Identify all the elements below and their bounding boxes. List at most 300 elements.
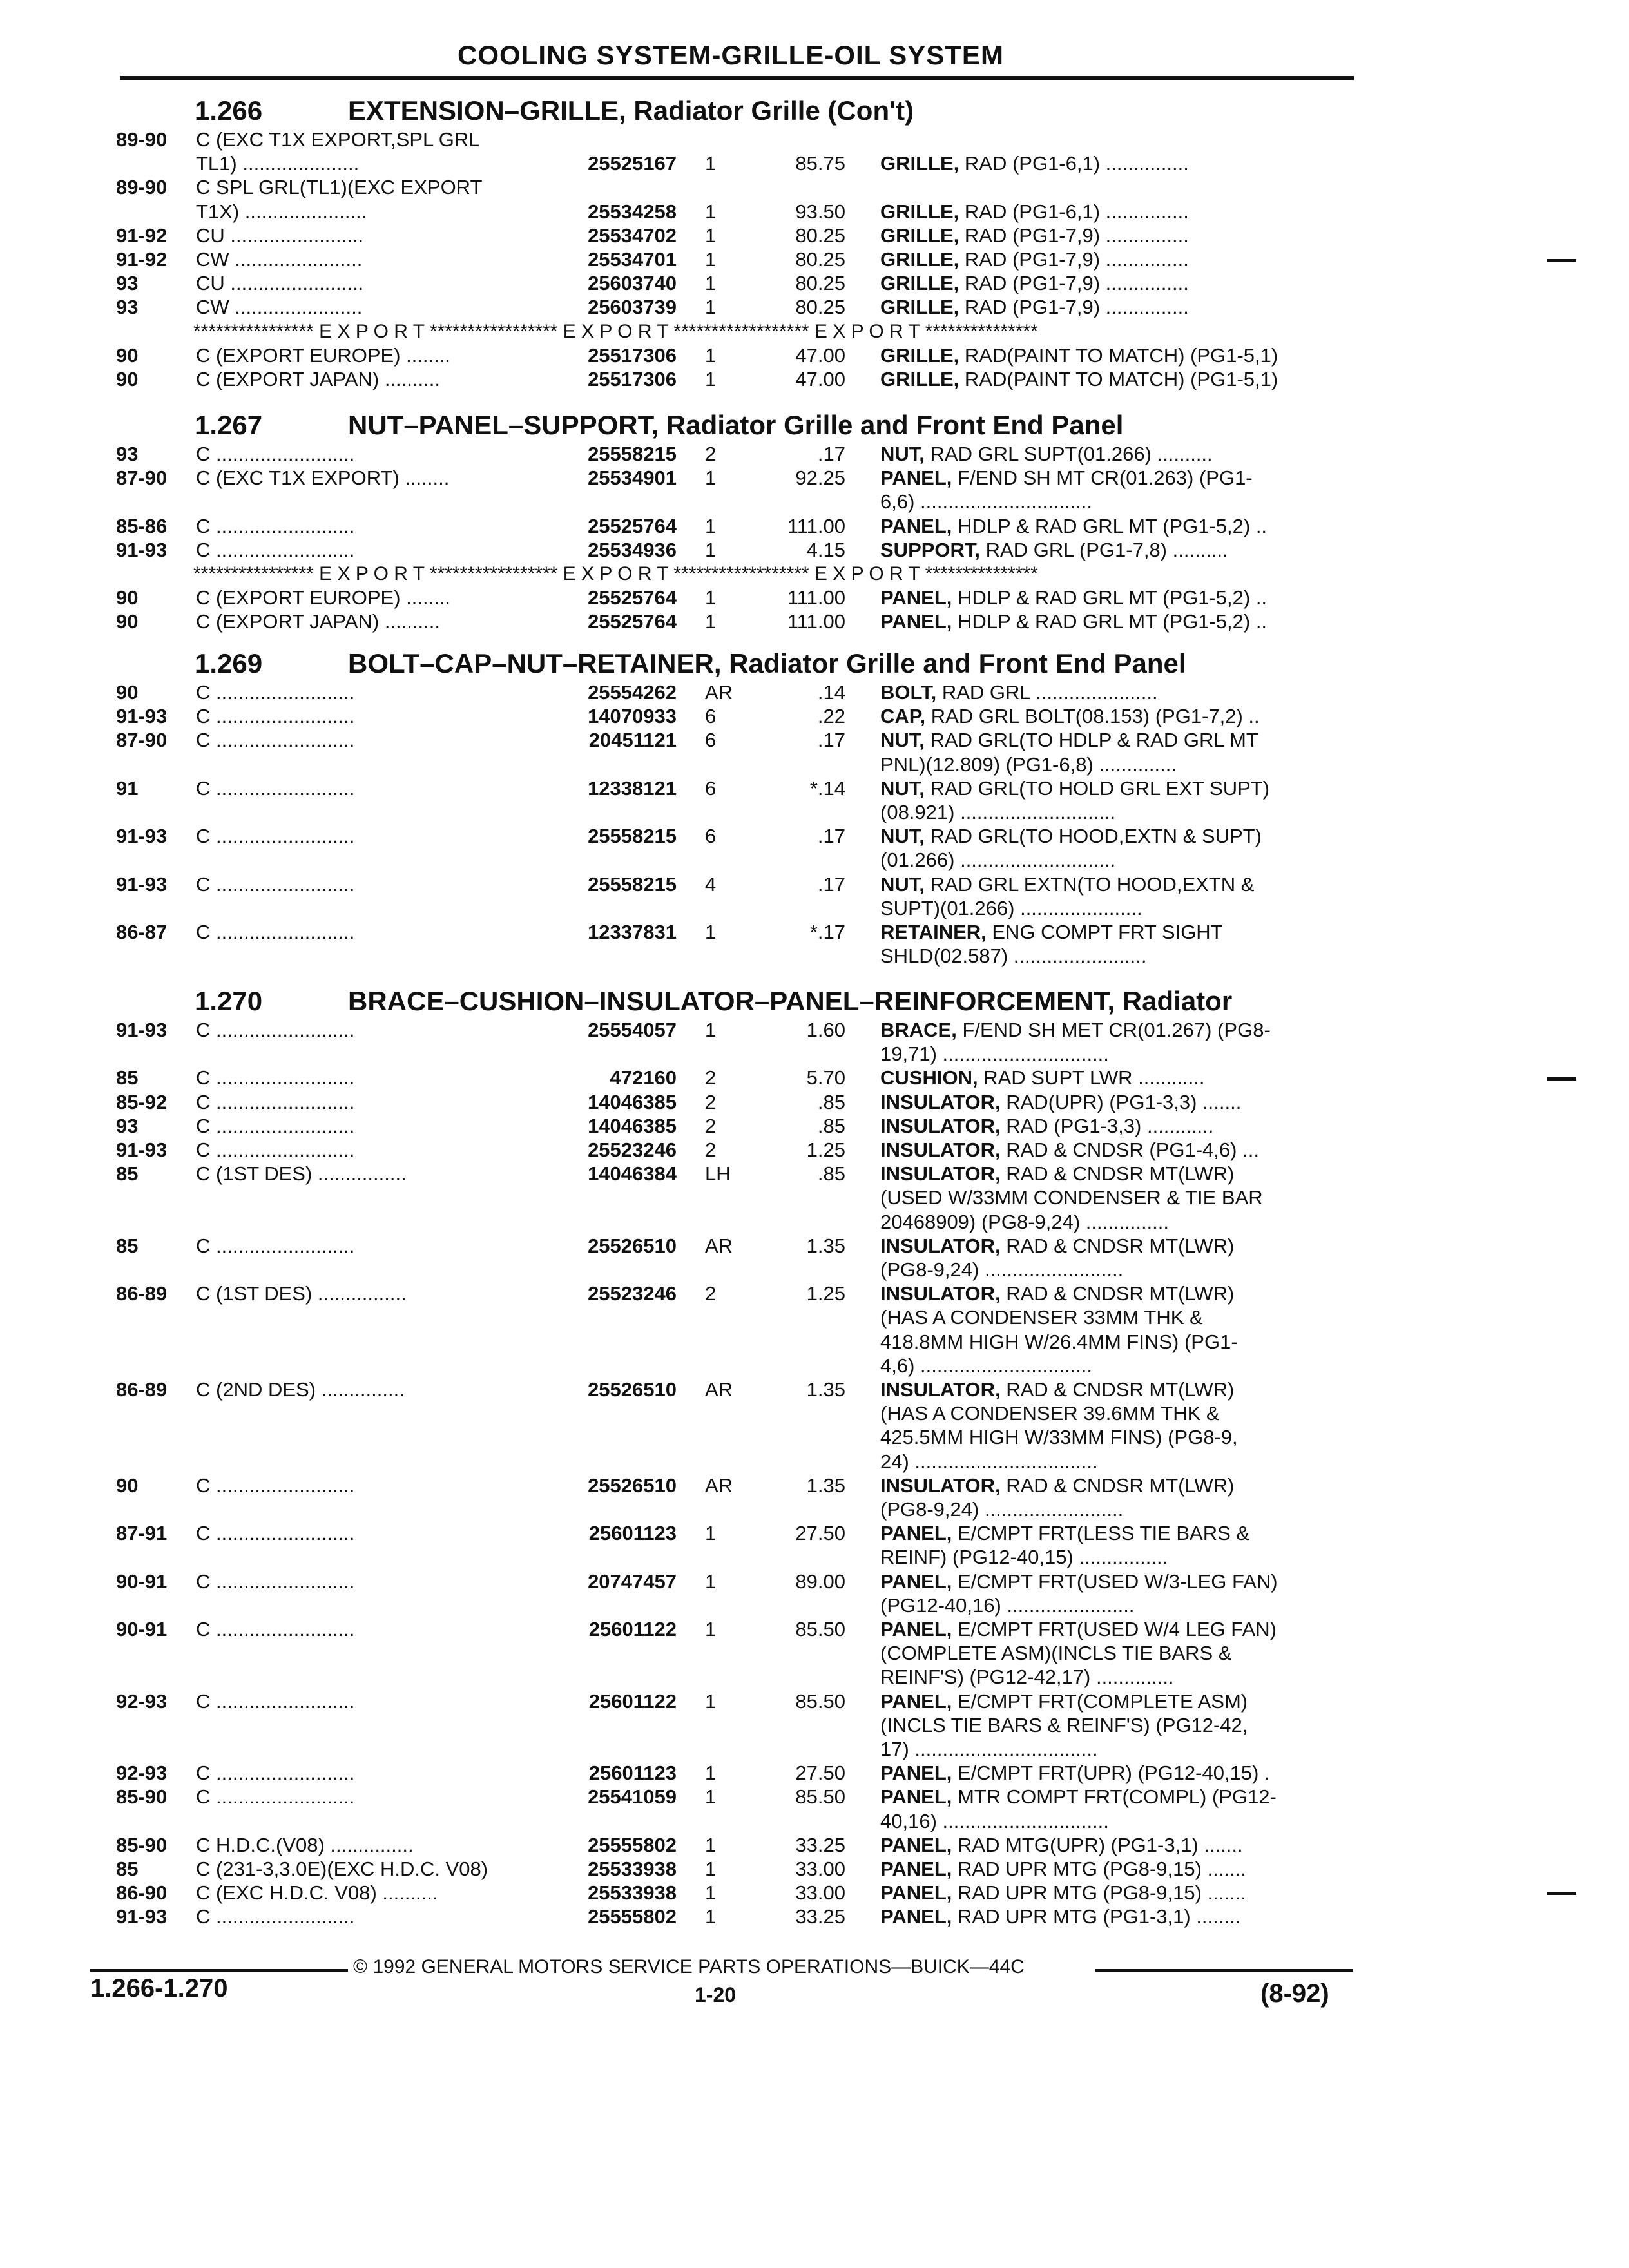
part-number: 25555802 <box>588 1833 677 1856</box>
quantity: 1 <box>705 296 717 319</box>
section-title: BOLT–CAP–NUT–RETAINER, Radiator Grille and Front End Panel <box>348 648 1186 678</box>
price: 33.00 <box>795 1858 845 1880</box>
export-divider: **************** E X P O R T ***************** E X P O R T ****************** E X P O R T *************** <box>193 320 1038 342</box>
part-description: SUPT)(01.266) ...................... <box>880 896 1142 919</box>
model-year: 91-93 <box>116 1905 168 1928</box>
part-number: 25534702 <box>588 224 677 247</box>
footer-rule-right <box>1095 1969 1353 1972</box>
table-row <box>0 728 1629 753</box>
price: 80.25 <box>795 224 845 247</box>
table-row <box>0 1474 1629 1498</box>
table-row <box>0 538 1629 562</box>
table-row <box>0 1090 1629 1115</box>
part-description: 17) ................................. <box>880 1738 1098 1760</box>
part-number: 12338121 <box>588 776 677 800</box>
part-number: 472160 <box>610 1066 677 1090</box>
table-row <box>0 466 1629 490</box>
price: 27.50 <box>795 1762 845 1785</box>
part-description: NUT, RAD GRL(TO HDLP & RAD GRL MT <box>880 729 1258 752</box>
table-row <box>0 610 1629 634</box>
price: 111.00 <box>787 586 845 610</box>
table-row <box>0 1401 1629 1426</box>
quantity: 6 <box>705 705 717 728</box>
table-row <box>0 151 1629 176</box>
model-code: C (EXPORT JAPAN) .......... <box>196 368 440 390</box>
part-number: 14046384 <box>588 1162 677 1186</box>
price: 80.25 <box>795 272 845 295</box>
quantity: 1 <box>705 1833 717 1856</box>
model-year: 91 <box>116 776 139 800</box>
part-description: REINF'S) (PG12-42,17) .............. <box>880 1666 1174 1689</box>
model-code: C (EXC T1X EXPORT,SPL GRL <box>196 128 480 151</box>
part-description: INSULATOR, RAD & CNDSR (PG1-4,6) ... <box>880 1139 1259 1161</box>
model-code: C ......................... <box>196 776 355 800</box>
table-row <box>0 944 1629 968</box>
part-number: 25558215 <box>588 443 677 465</box>
model-code: C ......................... <box>196 1234 355 1257</box>
quantity: AR <box>705 681 733 704</box>
model-year: 90 <box>116 681 139 704</box>
table-row <box>0 872 1629 897</box>
section-title: NUT–PANEL–SUPPORT, Radiator Grille and Front End Panel <box>348 410 1124 440</box>
quantity: 1 <box>705 1570 717 1593</box>
part-number: 14070933 <box>588 705 677 728</box>
quantity: 2 <box>705 1282 717 1305</box>
quantity: 6 <box>705 776 717 800</box>
table-row <box>0 1593 1629 1618</box>
part-description: RETAINER, ENG COMPT FRT SIGHT <box>880 921 1223 943</box>
model-year: 89-90 <box>116 128 168 151</box>
model-year: 86-89 <box>116 1282 168 1305</box>
table-row <box>0 1138 1629 1162</box>
footer-page-number: 1-20 <box>695 1983 737 2006</box>
table-row <box>0 824 1629 849</box>
table-row <box>0 1450 1629 1474</box>
table-row <box>0 200 1629 224</box>
part-description: INSULATOR, RAD & CNDSR MT(LWR) <box>880 1474 1235 1497</box>
part-description: NUT, RAD GRL(TO HOLD GRL EXT SUPT) <box>880 776 1270 800</box>
part-number: 25525764 <box>588 514 677 537</box>
model-code: C (1ST DES) ................ <box>196 1162 407 1186</box>
table-row <box>0 1258 1629 1282</box>
quantity: 2 <box>705 1139 717 1161</box>
quantity: 1 <box>705 1881 717 1905</box>
section-title: BRACE–CUSHION–INSULATOR–PANEL–REINFORCEMENT, Radiator <box>348 986 1233 1016</box>
footer-rule-left <box>90 1969 348 1972</box>
part-description: PANEL, E/CMPT FRT(USED W/3-LEG FAN) <box>880 1570 1278 1593</box>
quantity: 1 <box>705 152 717 175</box>
model-year: 87-91 <box>116 1522 168 1545</box>
model-year: 91-93 <box>116 538 168 561</box>
table-row <box>0 442 1629 466</box>
part-description: 4,6) ............................... <box>880 1354 1093 1377</box>
quantity: 2 <box>705 1090 717 1113</box>
export-divider: **************** E X P O R T ***************** E X P O R T ****************** E X P O R T *************** <box>193 563 1038 584</box>
quantity: 1 <box>705 514 717 537</box>
part-description: (PG8-9,24) ......................... <box>880 1498 1124 1521</box>
model-code: C ......................... <box>196 872 355 896</box>
part-number: 25526510 <box>588 1234 677 1257</box>
part-number: 25601123 <box>588 1762 677 1785</box>
table-row <box>0 680 1629 705</box>
model-year: 91-93 <box>116 872 168 896</box>
table-row <box>0 1210 1629 1235</box>
table-row <box>0 1282 1629 1306</box>
table-row <box>0 128 1629 152</box>
table-row <box>0 175 1629 200</box>
part-number: 25525764 <box>588 586 677 610</box>
part-description: PANEL, HDLP & RAD GRL MT (PG1-5,2) .. <box>880 610 1268 633</box>
table-row <box>0 295 1629 320</box>
part-description: INSULATOR, RAD & CNDSR MT(LWR) <box>880 1234 1235 1257</box>
section-number: 1.269 <box>195 648 263 678</box>
price: 111.00 <box>787 514 845 537</box>
part-description: (01.266) ............................ <box>880 849 1116 872</box>
part-number: 25534258 <box>588 200 677 223</box>
model-code: C H.D.C.(V08) ............... <box>196 1833 414 1856</box>
table-row <box>0 1162 1629 1186</box>
table-row <box>0 1042 1629 1066</box>
model-code: CW ....................... <box>196 296 363 319</box>
table-row <box>0 1833 1629 1858</box>
part-description: (HAS A CONDENSER 39.6MM THK & <box>880 1402 1220 1425</box>
model-year: 85-90 <box>116 1785 168 1809</box>
part-description: NUT, RAD GRL SUPT(01.266) .......... <box>880 443 1213 465</box>
model-code: C ......................... <box>196 1522 355 1545</box>
model-year: 93 <box>116 1114 139 1137</box>
part-number: 25558215 <box>588 825 677 848</box>
part-number: 25554057 <box>588 1019 677 1041</box>
part-description: (HAS A CONDENSER 33MM THK & <box>880 1306 1203 1329</box>
part-number: 20747457 <box>588 1570 677 1593</box>
part-number: 25601123 <box>588 1522 677 1545</box>
part-description: INSULATOR, RAD(UPR) (PG1-3,3) ....... <box>880 1090 1242 1113</box>
part-number: 25601122 <box>588 1689 677 1713</box>
part-number: 25534936 <box>588 538 677 561</box>
part-number: 12337831 <box>588 921 677 943</box>
price: .17 <box>817 443 845 465</box>
quantity: 1 <box>705 538 717 561</box>
quantity: 1 <box>705 343 717 367</box>
quantity: 1 <box>705 586 717 610</box>
model-year: 87-90 <box>116 729 168 752</box>
margin-mark <box>1547 259 1576 262</box>
quantity: AR <box>705 1234 733 1257</box>
table-row <box>0 1857 1629 1881</box>
model-year: 91-93 <box>116 1139 168 1161</box>
quantity: 1 <box>705 200 717 223</box>
price: 33.25 <box>795 1905 845 1928</box>
table-row <box>0 1713 1629 1738</box>
section-number: 1.270 <box>195 986 263 1016</box>
model-code: C (EXPORT JAPAN) .......... <box>196 610 440 633</box>
footer-copyright: © 1992 GENERAL MOTORS SERVICE PARTS OPERATIONS—BUICK—44C <box>353 1956 1025 1977</box>
part-description: (08.921) ............................ <box>880 801 1116 823</box>
part-description: (PG8-9,24) ......................... <box>880 1258 1124 1281</box>
part-description: 20468909) (PG8-9,24) ............... <box>880 1210 1170 1233</box>
table-row <box>0 1066 1629 1090</box>
part-number: 20451121 <box>588 729 677 752</box>
part-number: 25603740 <box>588 272 677 295</box>
model-code: C ......................... <box>196 1570 355 1593</box>
quantity: 6 <box>705 825 717 848</box>
part-description: 19,71) .............................. <box>880 1043 1109 1066</box>
model-year: 92-93 <box>116 1762 168 1785</box>
footer-date: (8-92) <box>1260 1979 1329 2008</box>
model-code: C (231-3,3.0E)(EXC H.D.C. V08) <box>196 1858 488 1880</box>
part-number: 25533938 <box>588 1881 677 1905</box>
model-code: C (2ND DES) ............... <box>196 1378 405 1401</box>
quantity: 2 <box>705 443 717 465</box>
price: 92.25 <box>795 466 845 490</box>
table-row <box>0 1018 1629 1043</box>
model-year: 90 <box>116 343 139 367</box>
table-row <box>0 1617 1629 1642</box>
model-year: 90 <box>116 1474 139 1497</box>
quantity: 1 <box>705 1522 717 1545</box>
model-code: C ......................... <box>196 1618 355 1640</box>
footer-range: 1.266-1.270 <box>90 1974 228 2003</box>
part-description: PANEL, MTR COMPT FRT(COMPL) (PG12- <box>880 1785 1277 1809</box>
table-row <box>0 1354 1629 1378</box>
part-description: NUT, RAD GRL(TO HOOD,EXTN & SUPT) <box>880 825 1262 848</box>
part-description: PANEL, RAD UPR MTG (PG1-3,1) ........ <box>880 1905 1241 1928</box>
part-number: 25525764 <box>588 610 677 633</box>
model-year: 86-87 <box>116 921 168 943</box>
quantity: 1 <box>705 1689 717 1713</box>
part-description: PANEL, E/CMPT FRT(LESS TIE BARS & <box>880 1522 1250 1545</box>
table-row <box>0 1809 1629 1834</box>
part-number: 25523246 <box>588 1282 677 1305</box>
table-row <box>0 1234 1629 1258</box>
part-number: 25534901 <box>588 466 677 490</box>
price: 27.50 <box>795 1522 845 1545</box>
table-row <box>0 514 1629 539</box>
part-description: PANEL, RAD UPR MTG (PG8-9,15) ....... <box>880 1858 1246 1880</box>
part-description: (INCLS TIE BARS & REINF'S) (PG12-42, <box>880 1713 1248 1736</box>
part-number: 25517306 <box>588 368 677 390</box>
table-row <box>0 343 1629 368</box>
table-row <box>0 704 1629 729</box>
part-description: 24) ................................. <box>880 1450 1098 1473</box>
model-code: C ......................... <box>196 1785 355 1809</box>
part-description: PANEL, F/END SH MT CR(01.263) (PG1- <box>880 466 1253 490</box>
part-number: 25603739 <box>588 296 677 319</box>
part-number: 25558215 <box>588 872 677 896</box>
price: 47.00 <box>795 343 845 367</box>
part-description: PANEL, E/CMPT FRT(UPR) (PG12-40,15) . <box>880 1762 1270 1785</box>
model-year: 85-90 <box>116 1833 168 1856</box>
model-year: 90 <box>116 610 139 633</box>
quantity: 1 <box>705 610 717 633</box>
part-description: 425.5MM HIGH W/33MM FINS) (PG8-9, <box>880 1426 1238 1449</box>
model-year: 90-91 <box>116 1570 168 1593</box>
part-description: (USED W/33MM CONDENSER & TIE BAR <box>880 1186 1263 1209</box>
model-year: 91-92 <box>116 248 168 271</box>
table-row <box>0 1689 1629 1714</box>
model-year: 90-91 <box>116 1618 168 1640</box>
part-number: 25555802 <box>588 1905 677 1928</box>
model-code: C ......................... <box>196 921 355 943</box>
model-code: C ......................... <box>196 538 355 561</box>
quantity: 1 <box>705 224 717 247</box>
quantity: 1 <box>705 1618 717 1640</box>
part-number: 25601122 <box>588 1618 677 1640</box>
model-year: 93 <box>116 272 139 295</box>
model-year: 92-93 <box>116 1689 168 1713</box>
price: 1.35 <box>806 1474 845 1497</box>
quantity: AR <box>705 1378 733 1401</box>
part-description: 40,16) .............................. <box>880 1809 1109 1832</box>
part-description: 418.8MM HIGH W/26.4MM FINS) (PG1- <box>880 1330 1238 1353</box>
table-row <box>0 1497 1629 1522</box>
model-year: 91-93 <box>116 825 168 848</box>
table-row <box>0 896 1629 921</box>
model-code: C ......................... <box>196 825 355 848</box>
part-description: REINF) (PG12-40,15) ................ <box>880 1546 1168 1569</box>
quantity: 4 <box>705 872 717 896</box>
price: .85 <box>817 1090 845 1113</box>
part-number: 14046385 <box>588 1114 677 1137</box>
model-year: 91-93 <box>116 1019 168 1041</box>
part-description: (PG12-40,16) ....................... <box>880 1593 1135 1617</box>
table-row <box>0 1521 1629 1546</box>
part-description: PANEL, HDLP & RAD GRL MT (PG1-5,2) .. <box>880 586 1268 610</box>
part-description: PANEL, RAD UPR MTG (PG8-9,15) ....... <box>880 1881 1246 1905</box>
table-row <box>0 1641 1629 1666</box>
table-row <box>0 1665 1629 1689</box>
model-year: 85-92 <box>116 1090 168 1113</box>
model-code: C (1ST DES) ................ <box>196 1282 407 1305</box>
part-number: 14046385 <box>588 1090 677 1113</box>
part-description: BOLT, RAD GRL ...................... <box>880 681 1158 704</box>
model-code: C ......................... <box>196 1689 355 1713</box>
model-code: TL1) ..................... <box>196 152 360 175</box>
table-row <box>0 1545 1629 1570</box>
part-description: CUSHION, RAD SUPT LWR ............ <box>880 1066 1205 1090</box>
part-description: GRILLE, RAD (PG1-7,9) ............... <box>880 224 1189 247</box>
model-code: C ......................... <box>196 1139 355 1161</box>
quantity: AR <box>705 1474 733 1497</box>
table-row <box>0 1305 1629 1330</box>
price: *.17 <box>809 921 845 943</box>
quantity: 1 <box>705 1785 717 1809</box>
quantity: 1 <box>705 466 717 490</box>
model-year: 85 <box>116 1162 139 1186</box>
table-row <box>0 800 1629 825</box>
price: .17 <box>817 872 845 896</box>
model-year: 85 <box>116 1858 139 1880</box>
table-row <box>0 367 1629 392</box>
part-description: INSULATOR, RAD & CNDSR MT(LWR) <box>880 1378 1235 1401</box>
model-year: 89-90 <box>116 176 168 199</box>
part-description: GRILLE, RAD (PG1-7,9) ............... <box>880 272 1189 295</box>
part-description: SUPPORT, RAD GRL (PG1-7,8) .......... <box>880 538 1228 561</box>
model-code: C ......................... <box>196 705 355 728</box>
price: 89.00 <box>795 1570 845 1593</box>
table-row <box>0 247 1629 272</box>
part-number: 25517306 <box>588 343 677 367</box>
part-description: GRILLE, RAD (PG1-7,9) ............... <box>880 248 1189 271</box>
price: 1.35 <box>806 1378 845 1401</box>
table-row <box>0 1737 1629 1762</box>
price: 93.50 <box>795 200 845 223</box>
quantity: 2 <box>705 1066 717 1090</box>
model-year: 91-92 <box>116 224 168 247</box>
table-row <box>0 586 1629 610</box>
table-row <box>0 848 1629 872</box>
table-row <box>0 1761 1629 1785</box>
price: 85.50 <box>795 1689 845 1713</box>
model-code: C ......................... <box>196 1114 355 1137</box>
model-code: T1X) ...................... <box>196 200 367 223</box>
part-description: GRILLE, RAD (PG1-6,1) ............... <box>880 152 1189 175</box>
model-year: 86-90 <box>116 1881 168 1905</box>
model-year: 85 <box>116 1066 139 1090</box>
price: 5.70 <box>806 1066 845 1090</box>
model-year: 93 <box>116 296 139 319</box>
table-row <box>0 776 1629 801</box>
price: 1.25 <box>806 1139 845 1161</box>
part-description: INSULATOR, RAD & CNDSR MT(LWR) <box>880 1282 1235 1305</box>
part-description: PNL)(12.809) (PG1-6,8) .............. <box>880 753 1177 776</box>
table-row <box>0 1425 1629 1450</box>
model-year: 87-90 <box>116 466 168 490</box>
part-description: 6,6) ............................... <box>880 490 1093 514</box>
model-code: C ......................... <box>196 443 355 465</box>
price: 1.60 <box>806 1019 845 1041</box>
quantity: 2 <box>705 1114 717 1137</box>
table-row <box>0 1378 1629 1402</box>
table-row <box>0 1570 1629 1594</box>
quantity: 1 <box>705 1019 717 1041</box>
price: .22 <box>817 705 845 728</box>
part-number: 25523246 <box>588 1139 677 1161</box>
part-description: BRACE, F/END SH MET CR(01.267) (PG8- <box>880 1019 1271 1041</box>
part-number: 25526510 <box>588 1474 677 1497</box>
price: 33.25 <box>795 1833 845 1856</box>
part-description: (COMPLETE ASM)(INCLS TIE BARS & <box>880 1642 1232 1665</box>
table-row <box>0 753 1629 777</box>
model-year: 86-89 <box>116 1378 168 1401</box>
price: 4.15 <box>806 538 845 561</box>
table-row <box>0 1330 1629 1354</box>
model-year: 85-86 <box>116 514 168 537</box>
part-description: GRILLE, RAD(PAINT TO MATCH) (PG1-5,1) <box>880 343 1278 367</box>
model-code: C ......................... <box>196 729 355 752</box>
part-description: PANEL, E/CMPT FRT(USED W/4 LEG FAN) <box>880 1618 1277 1640</box>
part-description: INSULATOR, RAD & CNDSR MT(LWR) <box>880 1162 1235 1186</box>
quantity: 1 <box>705 368 717 390</box>
model-code: C (EXPORT EUROPE) ........ <box>196 343 451 367</box>
part-description: PANEL, RAD MTG(UPR) (PG1-3,1) ....... <box>880 1833 1243 1856</box>
quantity: 1 <box>705 1762 717 1785</box>
model-code: CW ....................... <box>196 248 363 271</box>
model-year: 93 <box>116 443 139 465</box>
table-row <box>0 224 1629 248</box>
table-row <box>0 1186 1629 1210</box>
quantity: 1 <box>705 1858 717 1880</box>
price: 85.50 <box>795 1785 845 1809</box>
part-number: 25554262 <box>588 681 677 704</box>
model-code: C ......................... <box>196 1090 355 1113</box>
price: 1.35 <box>806 1234 845 1257</box>
part-description: PANEL, E/CMPT FRT(COMPLETE ASM) <box>880 1689 1248 1713</box>
part-description: GRILLE, RAD(PAINT TO MATCH) (PG1-5,1) <box>880 368 1278 390</box>
price: 111.00 <box>787 610 845 633</box>
table-row <box>0 490 1629 514</box>
table-row <box>0 1881 1629 1905</box>
